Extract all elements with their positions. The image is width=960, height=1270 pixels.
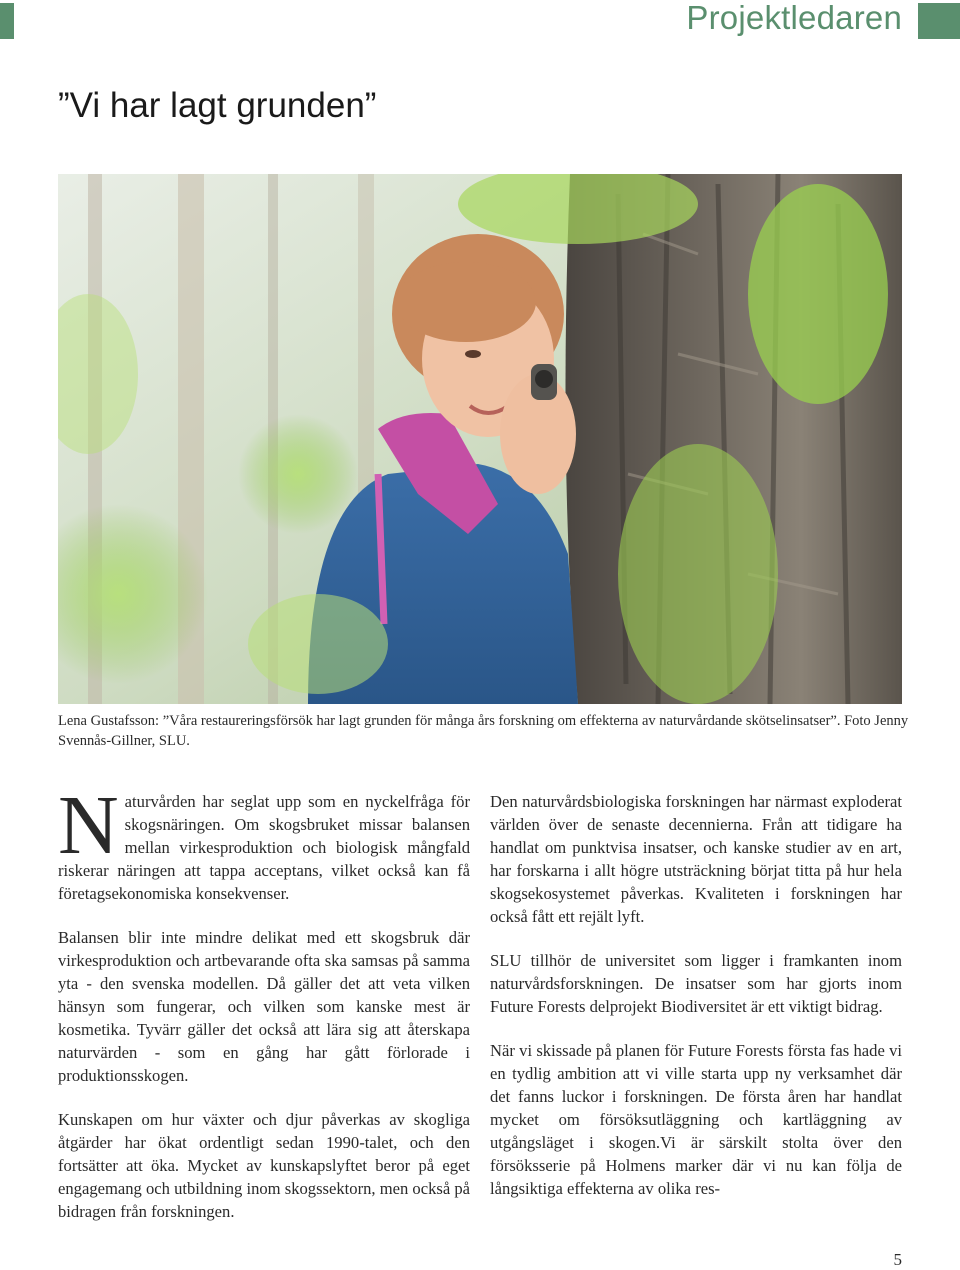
forest-portrait-illustration [58, 174, 902, 704]
left-paragraph-1 [58, 779, 470, 905]
portrait-photo [58, 174, 902, 704]
left-paragraph-3: Kunskapen om hur växter och djur påverkas av skogliga åtgärder har ökat ordentligt sedan 1990-talet, och den fortsätter att öka. Mycket av kunskapslyftet beror på eget engagemang och utbildning inom skogssektorn, men också på bidragen från forskningen. [58, 1110, 470, 1221]
photo-caption: Lena Gustafsson: ”Våra restaureringsförsök har lagt grunden för många års forskning om effekterna av naturvårdande skötselinsatser”. Foto Jenny Svennås-Gillner, SLU. [58, 713, 909, 749]
article-headline: ”Vi har lagt grunden” [58, 86, 377, 125]
page-number: 5 [893, 1250, 902, 1269]
right-column [490, 790, 902, 1221]
section-label: Projektledaren [686, 0, 902, 36]
drop-cap: N [58, 779, 119, 872]
left-accent-tab [0, 3, 14, 39]
right-paragraph-1: Den naturvårdsbiologiska forskningen har närmast exploderat världen över de senaste decennierna. Från att tidigare ha handlat om punktvisa insatser, och kanske studier av en art, har forskarna i allt högre utsträckning börjat titta på hur hela skogsekosystemet påverkas. Kvaliteten i forskningen har också fått ett rejält lyft. [490, 792, 902, 926]
left-column [58, 779, 470, 1244]
right-paragraph-3: När vi skissade på planen för Future Forests första fas hade vi en tydlig ambition att vi ville starta upp ny verksamhet där det fanns luckor i forskningen. De första åren har handlat mycket om försöksutläggning och kartläggning av utgångsläget i skogen.Vi är särskilt stolta över den försöksserie på Holmens marker där vi nu kan följa de långsiktiga effekterna av olika res- [490, 1041, 902, 1198]
left-paragraph-2: Balansen blir inte mindre delikat med ett skogsbruk där virkesproduktion och artbevarande ofta ska samsas på samma yta - den svenska modellen. Då gäller det att veta vilken hänsyn som fungerar, och vilken som kanske mest är kosmetika. Tyvärr gäller det också att lära sig att återskapa naturvärden - som en gång har gått förlorade i produktionsskogen. [58, 928, 470, 1085]
right-paragraph-2: SLU tillhör de universitet som ligger i framkanten inom naturvårdsforskningen. De insatser som har gjorts inom Future Forests delprojekt Biodiversitet är ett viktigt bidrag. [490, 951, 902, 1016]
right-accent-tab [918, 3, 960, 39]
left-paragraph-1-text: aturvården har seglat upp som en nyckelfråga för skogsnäringen. Om skogsbruket missar balansen mellan virkesproduktion och biologisk mångfald riskerar näringen att tappa acceptans, vilket också kan få företagsekonomiska konsekvenser. [58, 792, 470, 903]
